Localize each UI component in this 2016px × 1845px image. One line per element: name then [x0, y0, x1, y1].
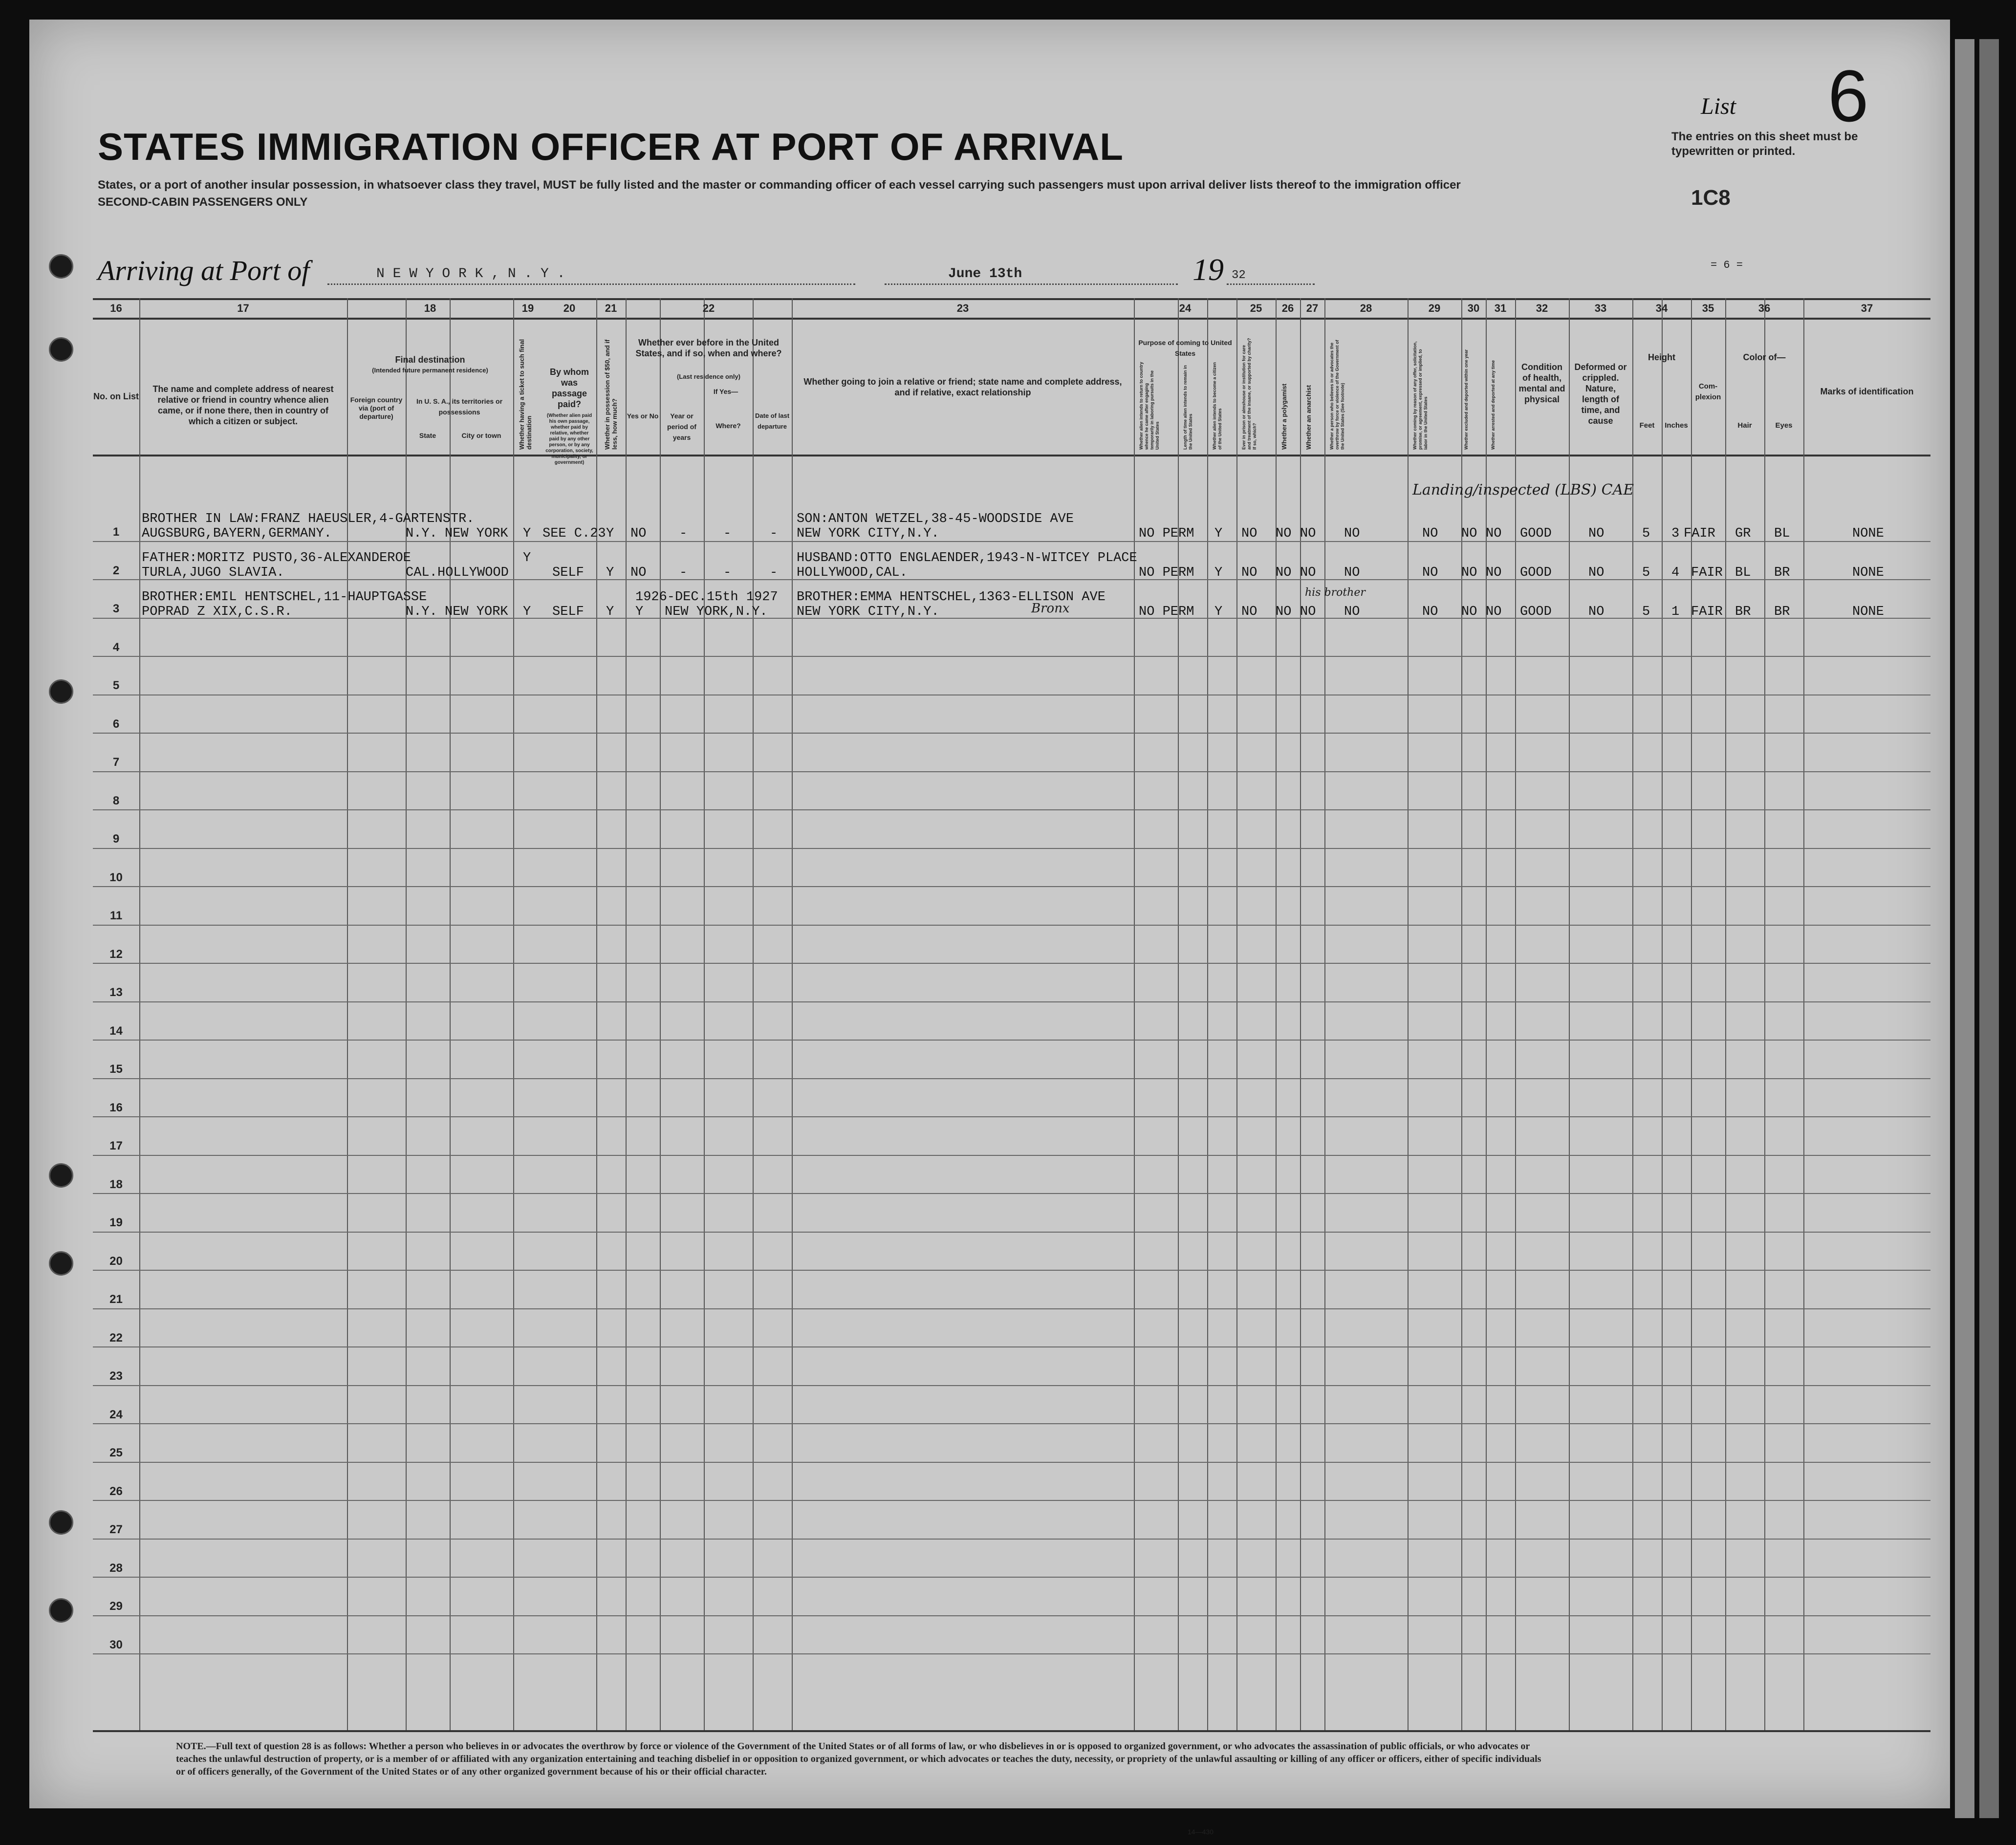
header-purpose-sub3: Whether alien intends to become a citizen of the United States	[1212, 362, 1222, 450]
header-col31: Whether arrested and deported at any time	[1491, 360, 1496, 450]
row1-paid: SEE C.23	[542, 526, 606, 541]
binder-hole	[49, 1598, 73, 1623]
handwritten-row1-note: Landing/inspected (LBS) CAE	[1412, 481, 1634, 499]
header-date-departure: Date of last departure	[755, 412, 790, 430]
header-col25: Ever in prison or almshouse or institution for care and treatment of the insane, or supported by charity? If so, which?	[1241, 338, 1257, 450]
row1-feet: 5	[1642, 526, 1650, 541]
binder-hole	[49, 1510, 73, 1535]
column-number: 27	[1306, 302, 1319, 314]
row3-citizen: Y	[1214, 605, 1223, 619]
row-number: 7	[112, 756, 120, 769]
row2-citizen: Y	[1214, 565, 1223, 580]
header-join-relative: Whether going to join a relative or friend; state name and complete address, and if relative, exact relationship	[803, 377, 1122, 397]
row2-ever-date: -	[770, 565, 778, 580]
header-inches: Inches	[1665, 421, 1688, 430]
row-number: 3	[112, 602, 120, 615]
row-line	[93, 1308, 1930, 1309]
row-number: 15	[109, 1063, 123, 1076]
row-number: 27	[109, 1523, 123, 1536]
row-number: 22	[109, 1331, 123, 1345]
row-line	[93, 1423, 1930, 1424]
row2-purpose: NO PERM	[1139, 565, 1194, 580]
manifest-sheet	[29, 20, 1950, 1836]
row-line	[93, 1539, 1930, 1540]
row3-c28: NO	[1344, 605, 1360, 619]
row2-join-line1: HUSBAND:OTTO ENGLAENDER,1943-N-WITCEY PLACE	[797, 551, 1137, 565]
row-line	[93, 733, 1930, 734]
row3-c27: NO	[1300, 605, 1316, 619]
binder-hole	[49, 1163, 73, 1188]
header-ever-before-sub: (Last residence only)	[676, 373, 741, 380]
row3-complexion: FAIR	[1691, 605, 1723, 619]
header-nearest-relative: The name and complete address of nearest relative or friend in country whence alien came, or if none there, then in country of which a citizen or subject.	[152, 384, 334, 426]
row3-state: N.Y.	[406, 605, 437, 619]
row2-state: CAL.	[406, 565, 437, 580]
row-line	[93, 1001, 1930, 1002]
row1-hair: GR	[1735, 526, 1751, 541]
row-line	[93, 1232, 1930, 1233]
header-year-period: Year or period of years	[667, 412, 696, 441]
port-line	[327, 283, 855, 285]
header-city: City or town	[461, 432, 501, 439]
column-number: 31	[1494, 302, 1507, 314]
row1-condition: GOOD	[1520, 526, 1552, 541]
row3-c31: NO	[1486, 605, 1502, 619]
manifest-table	[93, 298, 1930, 1730]
row1-inches: 3	[1671, 526, 1680, 541]
page-edge-strip	[1955, 39, 1974, 1818]
header-passage-paid: By whom was passage paid?	[549, 367, 589, 409]
column-number: 17	[237, 302, 249, 314]
row3-condition: GOOD	[1520, 605, 1552, 619]
row-number: 5	[112, 679, 120, 692]
row-number: 8	[112, 794, 120, 807]
row-number: 21	[109, 1293, 123, 1306]
row-number: 13	[109, 986, 123, 999]
page-edge-strip	[1979, 39, 1999, 1818]
row-line	[93, 1346, 1930, 1347]
column-number: 28	[1360, 302, 1372, 314]
row1-ever-where: -	[723, 526, 732, 541]
row-line	[93, 925, 1930, 926]
port-value: N E W Y O R K , N . Y .	[376, 266, 565, 282]
row-line	[93, 848, 1930, 849]
column-number: 20	[563, 302, 576, 314]
row2-marks: NONE	[1852, 565, 1884, 580]
row2-complexion: FAIR	[1691, 565, 1723, 580]
row-number: 10	[109, 870, 123, 884]
row-number: 28	[109, 1561, 123, 1575]
row2-c26: NO	[1276, 565, 1292, 580]
row1-marks: NONE	[1852, 526, 1884, 541]
sheet-mark: = 6 =	[1711, 259, 1743, 271]
header-purpose-sub2: Length of time alien intends to remain in the United States	[1183, 365, 1193, 450]
column-number: 25	[1250, 302, 1262, 314]
column-number: 37	[1861, 302, 1873, 314]
row1-ever-date: -	[770, 526, 778, 541]
handwritten-row3-note: Bronx	[1031, 601, 1070, 616]
row1-ever-yes-no: NO	[630, 526, 647, 541]
footnote-question-28: NOTE.—Full text of question 28 is as follows: Whether a person who believes in or advocates the overthrow by force or violence of the Government of the United States or of all forms of law, or who disbelieves in or is opposed to organized government, or who advocates the assassination of public officials, or who advocates or teaches the unlawful destruction of property, or is a member of or affiliated with any organization entertaining and teaching disbelief in or opposition to organized government, or which advocates or teaches the duty, necessity, or propriety of the unlawful assaulting or killing of any officer or officers, either of specific individuals or of officers generally, of the Government of the United States or of any other organized government because of his or their official character.	[176, 1741, 1541, 1777]
row2-ever-year: -	[679, 565, 688, 580]
row2-eyes: BR	[1774, 565, 1790, 580]
row-number: 20	[109, 1254, 123, 1268]
row3-inches: 1	[1671, 605, 1680, 619]
row-line	[93, 1615, 1930, 1616]
row3-c26: NO	[1276, 605, 1292, 619]
row-line	[93, 656, 1930, 657]
header-no-on-list: No. on List	[93, 391, 139, 401]
row-line	[93, 1116, 1930, 1117]
form-subtitle: States, or a port of another insular possession, in whatsoever class they travel, MUST be fully listed and the master or commanding officer of each vessel carrying such passengers must upon arrival deliver lists thereof to the immigration officer	[98, 178, 1461, 192]
header-foreign-country: Foreign country via (port of departure)	[350, 396, 403, 420]
row3-purpose: NO PERM	[1139, 605, 1194, 619]
row-number: 18	[109, 1177, 123, 1191]
row3-relative-line2: POPRAD Z XIX,C.S.R.	[142, 605, 292, 619]
header-color-of: Color of—	[1743, 352, 1786, 362]
row-number: 19	[109, 1216, 123, 1229]
column-number: 36	[1758, 302, 1771, 314]
row3-c25: NO	[1241, 605, 1257, 619]
row-line	[93, 809, 1930, 810]
page-code: 1C8	[1691, 186, 1731, 210]
row-number: 24	[109, 1408, 123, 1421]
row-line	[93, 1040, 1930, 1041]
row2-deformed: NO	[1588, 565, 1604, 580]
row2-feet: 5	[1642, 565, 1650, 580]
arriving-label: Arriving at Port of	[98, 255, 310, 286]
column-number: 30	[1467, 302, 1480, 314]
row2-relative-line2: TURLA,JUGO SLAVIA.	[142, 565, 284, 580]
row1-purpose: NO PERM	[1139, 526, 1194, 541]
header-purpose: Purpose of coming to United States	[1138, 339, 1232, 357]
header-condition: Condition of health, mental and physical	[1518, 362, 1565, 404]
row1-deformed: NO	[1588, 526, 1604, 541]
row3-join-line2: NEW YORK CITY,N.Y.	[797, 605, 939, 619]
date-line	[885, 283, 1178, 285]
final-destination-label: Final destination	[395, 355, 465, 365]
header-feet: Feet	[1639, 421, 1655, 430]
row-number: 17	[109, 1139, 123, 1152]
column-number: 34	[1655, 302, 1668, 314]
row1-complexion: FAIR	[1684, 526, 1715, 541]
row-line	[93, 886, 1930, 887]
row1-join-line1: SON:ANTON WETZEL,38-45-WOODSIDE AVE	[797, 512, 1074, 526]
row3-possession: Y	[606, 605, 614, 619]
header-where: Where?	[715, 422, 741, 430]
row2-relative-line1: FATHER:MORITZ PUSTO,36-ALEXANDEROE	[142, 551, 411, 565]
header-state: State	[419, 432, 436, 439]
header-col28: Whether a person who believes in or advocates the overthrow by force or violence of the Government of the United States (See footnote)	[1329, 340, 1345, 450]
header-col29: Whether coming by reason of any offer, solicitation, promise, or agreement, expressed or implied, to labor in the United States	[1412, 341, 1428, 450]
row2-c28: NO	[1344, 565, 1360, 580]
header-marks: Marks of identification	[1820, 387, 1914, 396]
row1-join-line2: NEW YORK CITY,N.Y.	[797, 526, 939, 541]
row-line	[93, 618, 1930, 619]
row3-city: NEW YORK	[445, 605, 508, 619]
row3-hair: BR	[1735, 605, 1751, 619]
row1-c25: NO	[1241, 526, 1257, 541]
row-number: 25	[109, 1446, 123, 1459]
row1-c31: NO	[1486, 526, 1502, 541]
row-line	[93, 1462, 1930, 1463]
row3-feet: 5	[1642, 605, 1650, 619]
row2-c29: NO	[1422, 565, 1438, 580]
column-number: 33	[1594, 302, 1607, 314]
column-number: 22	[702, 302, 715, 314]
row2-c25: NO	[1241, 565, 1257, 580]
row-number: 16	[109, 1101, 123, 1114]
row-line	[93, 1193, 1930, 1194]
row3-paid: SELF	[552, 605, 584, 619]
row1-ever-year: -	[679, 526, 688, 541]
header-hair: Hair	[1737, 421, 1752, 430]
row-line	[93, 1577, 1930, 1578]
header-ever-before: Whether ever before in the United States, and if so, when and where?	[635, 338, 782, 358]
row3-relative-line1: BROTHER:EMIL HENTSCHEL,11-HAUPTGASSE	[142, 590, 427, 605]
row3-c29: NO	[1422, 605, 1438, 619]
row-line	[93, 1385, 1930, 1386]
column-number: 35	[1702, 302, 1714, 314]
row3-ever-yes-no: Y	[635, 605, 644, 619]
row-line	[93, 1270, 1930, 1271]
row-number: 12	[109, 947, 123, 961]
row1-eyes: BL	[1774, 526, 1790, 541]
row1-c28: NO	[1344, 526, 1360, 541]
binder-hole	[49, 337, 73, 362]
column-number: 32	[1536, 302, 1548, 314]
row1-relative-line1: BROTHER IN LAW:FRANZ HAEUSLER,4-GARTENSTR.	[142, 512, 475, 526]
column-number: 24	[1179, 302, 1192, 314]
row3-eyes: BR	[1774, 605, 1790, 619]
row2-c31: NO	[1486, 565, 1502, 580]
year-suffix: 32	[1232, 269, 1246, 282]
year-prefix: 19	[1192, 252, 1224, 287]
list-number: 6	[1828, 55, 1869, 137]
row2-inches: 4	[1671, 565, 1680, 580]
row1-relative-line2: AUGSBURG,BAYERN,GERMANY.	[142, 526, 332, 541]
column-number: 16	[110, 302, 122, 314]
row2-c30: NO	[1461, 565, 1477, 580]
header-if-yes: If Yes—	[713, 388, 738, 395]
row3-deformed: NO	[1588, 605, 1604, 619]
row-number: 1	[112, 525, 120, 539]
binder-hole	[49, 679, 73, 704]
row-number: 23	[109, 1369, 123, 1383]
header-in-usa: In U. S. A., its territories or possessions	[416, 397, 503, 416]
header-possession: Whether in possession of $50, and if less, how much?	[604, 339, 618, 450]
final-destination-sub: (Intended future permanent residence)	[372, 367, 488, 374]
column-number: 26	[1281, 302, 1294, 314]
row1-c27: NO	[1300, 526, 1316, 541]
date-value: June 13th	[948, 266, 1022, 282]
row3-c30: NO	[1461, 605, 1477, 619]
row-number: 4	[112, 640, 120, 654]
row-number: 9	[112, 832, 120, 846]
row-line	[93, 579, 1930, 580]
row2-ever-where: -	[723, 565, 732, 580]
row3-marks: NONE	[1852, 605, 1884, 619]
row1-ticket: Y	[523, 526, 531, 541]
binder-hole	[49, 254, 73, 279]
row-line	[93, 541, 1930, 542]
row-line	[93, 1500, 1930, 1501]
row2-possession: Y	[606, 565, 614, 580]
row2-ticket: Y	[523, 551, 531, 565]
row1-state: N.Y.	[406, 526, 437, 541]
column-number: 19	[521, 302, 534, 314]
class-line: SECOND-CABIN PASSENGERS ONLY	[98, 195, 308, 209]
row-line	[93, 1078, 1930, 1079]
row2-ever-yes-no: NO	[630, 565, 647, 580]
list-label: List	[1701, 93, 1736, 119]
row1-citizen: Y	[1214, 526, 1223, 541]
row-line	[93, 771, 1930, 772]
row2-condition: GOOD	[1520, 565, 1552, 580]
row3-ticket: Y	[523, 605, 531, 619]
row3-ever-where: NEW YORK,N.Y.	[665, 605, 768, 619]
binder-hole	[49, 1251, 73, 1276]
row1-city: NEW YORK	[445, 526, 508, 541]
row-number: 14	[109, 1024, 123, 1038]
row-number: 6	[112, 717, 120, 731]
row1-c26: NO	[1276, 526, 1292, 541]
header-col30: Whether excluded and deported within one year	[1464, 349, 1469, 450]
row-line	[93, 1653, 1930, 1654]
handwritten-row3-sub: his brother	[1305, 586, 1366, 599]
row2-paid: SELF	[552, 565, 584, 580]
row3-join-line1: BROTHER:EMMA HENTSCHEL,1363-ELLISON AVE	[797, 590, 1106, 605]
header-complexion: Com-plexion	[1695, 382, 1721, 401]
header-eyes: Eyes	[1775, 421, 1793, 430]
row-number: 29	[109, 1600, 123, 1613]
row-number: 2	[112, 564, 120, 577]
row-number: 26	[109, 1484, 123, 1498]
row2-city: HOLLYWOOD	[437, 565, 509, 580]
entries-note: The entries on this sheet must be typewritten or printed.	[1671, 130, 1858, 158]
column-number: 18	[424, 302, 436, 314]
header-height: Height	[1648, 352, 1675, 362]
header-polygamist: Whether a polygamist	[1280, 383, 1288, 450]
header-deformed: Deformed or crippled. Nature, length of time, and cause	[1574, 362, 1627, 426]
row1-c30: NO	[1461, 526, 1477, 541]
form-title: STATES IMMIGRATION OFFICER AT PORT OF ARRIVAL	[98, 125, 1124, 168]
header-final-destination	[349, 354, 511, 376]
header-purpose-sub1: Whether alien intends to return to country whence he came after engaging temporarily in laboring pursuits in the United States	[1139, 362, 1160, 450]
year-line	[1227, 283, 1315, 285]
row-line	[93, 1155, 1930, 1156]
row1-possession: Y	[606, 526, 614, 541]
form-code: 14—430	[1188, 1828, 1214, 1836]
row2-join-line2: HOLLYWOOD,CAL.	[797, 565, 908, 580]
header-ticket: Whether having a ticket to such final destination	[518, 339, 533, 450]
row1-c29: NO	[1422, 526, 1438, 541]
row3-ever-year: 1926-DEC.15th 1927	[635, 590, 778, 605]
header-yes-no: Yes or No	[627, 412, 659, 420]
column-number: 21	[605, 302, 617, 314]
row-number: 11	[109, 909, 123, 922]
row-number: 30	[109, 1638, 123, 1651]
header-anarchist: Whether an anarchist	[1305, 385, 1312, 450]
column-number: 29	[1428, 302, 1441, 314]
row-line	[93, 963, 1930, 964]
row2-hair: BL	[1735, 565, 1751, 580]
column-number: 23	[956, 302, 969, 314]
header-passage-paid-sub: (Whether alien paid his own passage, whether paid by relative, whether paid by any other person, or by any corporation, society, municipality, or government)	[545, 413, 593, 465]
row2-c27: NO	[1300, 565, 1316, 580]
